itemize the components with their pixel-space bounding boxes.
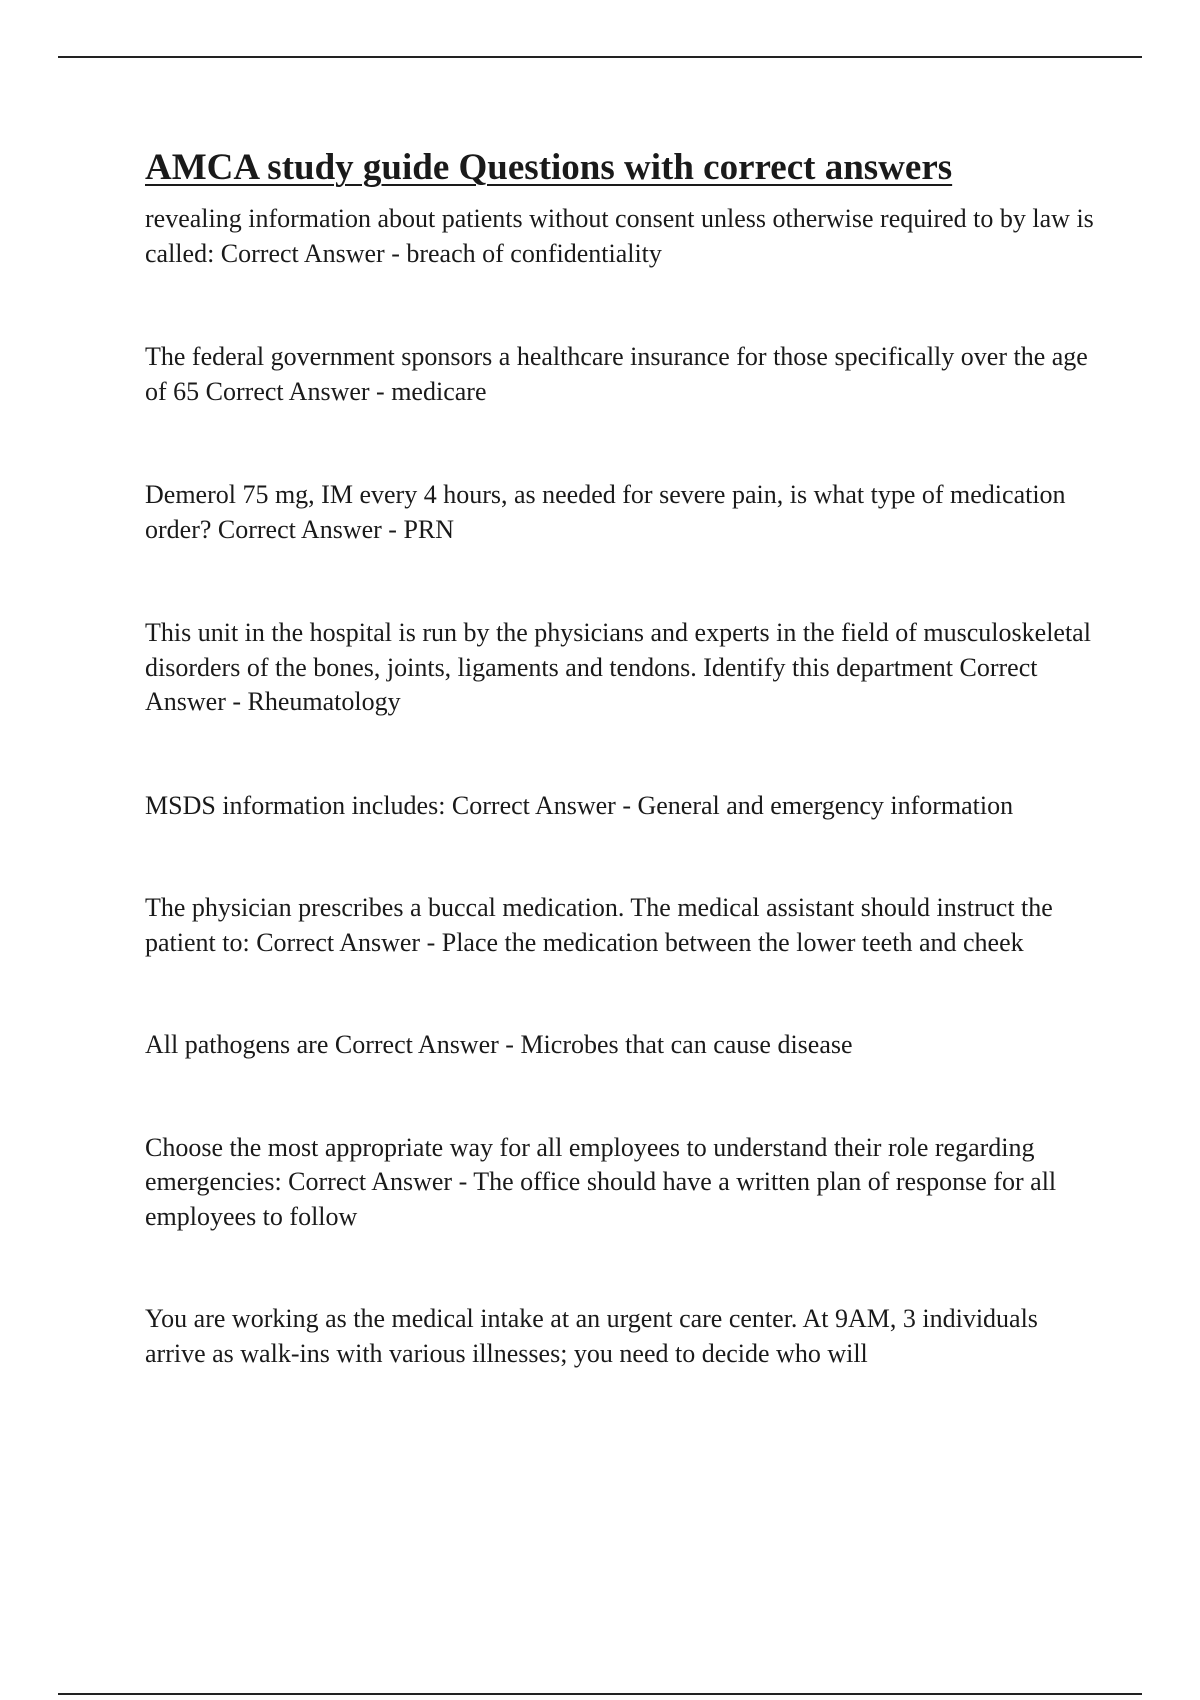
qa-item-9: You are working as the medical intake at an urgent care center. At 9AM, 3 individuals arrive as walk-ins with various illnesses; you need to decide who will [145,1304,1038,1368]
qa-item-7: All pathogens are Correct Answer - Microbes that can cause disease [145,1030,853,1059]
document-title: AMCA study guide Questions with correct answers [145,147,953,188]
qa-item-8: Choose the most appropriate way for all employees to understand their role regarding emergencies: Correct Answer - The office should have a written plan of response for all employees to follow [145,1132,1057,1231]
qa-item-6: The physician prescribes a buccal medication. The medical assistant should instruct the patient to: Correct Answer - Place the medication between the lower teeth and cheek [145,893,1053,957]
qa-item-2: The federal government sponsors a healthcare insurance for those specifically over the age of 65 Correct Answer - medicare [145,342,1088,406]
header-rule [58,56,1142,58]
qa-item-5: MSDS information includes: Correct Answer - General and emergency information [145,790,1014,820]
qa-item-4: This unit in the hospital is run by the physicians and experts in the field of musculoskeletal disorders of the bones, joints, ligaments and tendons. Identify this department Correct Answer - Rheumatology [145,618,1091,716]
qa-item-3: Demerol 75 mg, IM every 4 hours, as needed for severe pain, is what type of medication order? Correct Answer - PRN [145,480,1066,544]
footer-rule [58,1693,1142,1695]
page-content [145,146,1095,1371]
qa-item-1: revealing information about patients without consent unless otherwise required to by law is called: Correct Answer - breach of confidentiality [145,204,1094,268]
